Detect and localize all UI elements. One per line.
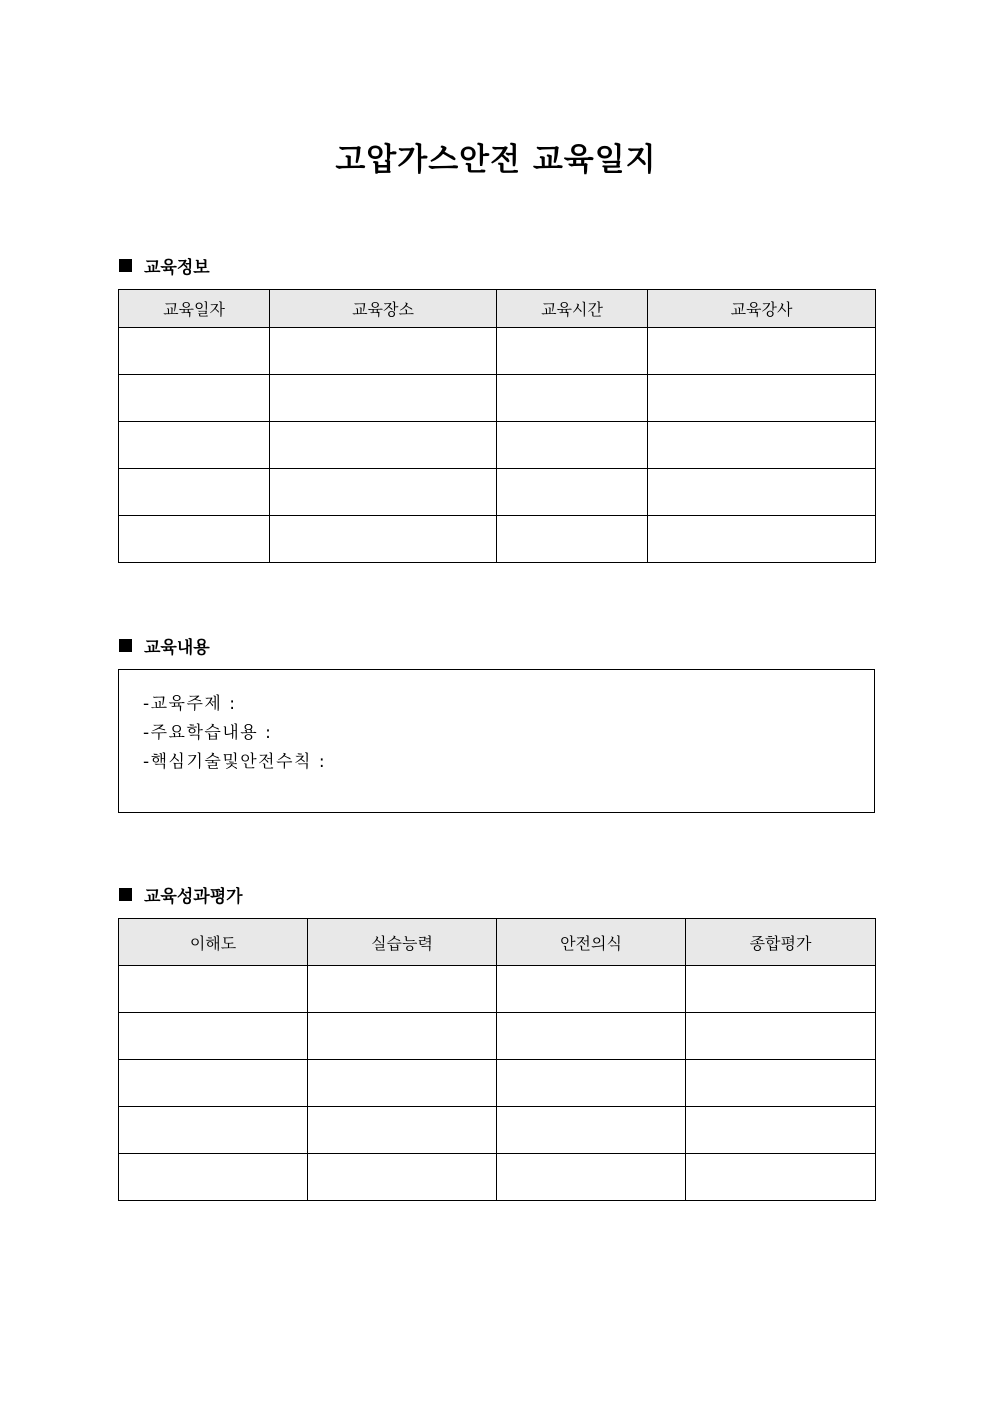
table-cell[interactable] [308,1013,497,1060]
square-bullet-icon [119,639,132,652]
section-heading-evaluation-label: 교육성과평가 [144,886,243,907]
table-cell[interactable] [270,469,497,516]
table-row [119,1060,876,1107]
square-bullet-icon [119,888,132,901]
table-cell[interactable] [119,516,270,563]
table-cell[interactable] [648,516,876,563]
column-header-overall: 종합평가 [686,919,876,966]
evaluation-table [118,918,876,1201]
section-heading-content-label: 교육내용 [144,637,210,658]
table-cell[interactable] [686,1060,876,1107]
column-header-understanding: 이해도 [119,919,308,966]
table-cell[interactable] [497,375,648,422]
table-row [119,966,876,1013]
table-row [119,469,876,516]
column-header-place: 교육장소 [270,290,497,328]
table-cell[interactable] [119,328,270,375]
table-cell[interactable] [497,516,648,563]
table-cell[interactable] [497,328,648,375]
table-row [119,1107,876,1154]
table-cell[interactable] [119,1060,308,1107]
table-row [119,375,876,422]
table-row [119,422,876,469]
table-cell[interactable] [497,1154,686,1201]
table-row [119,1013,876,1060]
table-cell[interactable] [648,375,876,422]
table-cell[interactable] [119,375,270,422]
table-cell[interactable] [497,1107,686,1154]
table-cell[interactable] [270,375,497,422]
table-cell[interactable] [497,1060,686,1107]
table-cell[interactable] [270,516,497,563]
column-header-practical-skill: 실습능력 [308,919,497,966]
table-cell[interactable] [119,469,270,516]
content-line-key-safety: -핵심기술및안전수칙 : [143,752,327,772]
table-header-row [119,290,876,328]
table-cell[interactable] [308,1060,497,1107]
table-header-row [119,919,876,966]
education-info-table [118,289,876,563]
column-header-date: 교육일자 [119,290,270,328]
section-heading-info [119,253,210,277]
table-cell[interactable] [497,469,648,516]
table-cell[interactable] [648,328,876,375]
column-header-time: 교육시간 [497,290,648,328]
square-bullet-icon [119,259,132,272]
content-line-topic: -교육주제 : [143,694,237,714]
table-cell[interactable] [308,1154,497,1201]
table-cell[interactable] [119,966,308,1013]
table-cell[interactable] [308,1107,497,1154]
section-heading-info-label: 교육정보 [144,257,210,278]
table-row [119,516,876,563]
table-cell[interactable] [686,1107,876,1154]
education-content-box[interactable] [118,669,875,813]
table-cell[interactable] [497,1013,686,1060]
table-row [119,328,876,375]
page-title: 고압가스안전 교육일지 [335,142,657,178]
table-cell[interactable] [648,469,876,516]
table-row [119,1154,876,1201]
content-lines [143,690,326,777]
table-cell[interactable] [270,328,497,375]
table-cell[interactable] [648,422,876,469]
section-heading-evaluation [119,882,243,906]
table-cell[interactable] [497,966,686,1013]
table-cell[interactable] [308,966,497,1013]
table-cell[interactable] [686,1013,876,1060]
table-cell[interactable] [119,1013,308,1060]
table-cell[interactable] [270,422,497,469]
table-cell[interactable] [119,1154,308,1201]
column-header-instructor: 교육강사 [648,290,876,328]
table-cell[interactable] [497,422,648,469]
column-header-safety-awareness: 안전의식 [497,919,686,966]
section-heading-content [119,633,210,657]
table-cell[interactable] [686,966,876,1013]
table-cell[interactable] [686,1154,876,1201]
table-cell[interactable] [119,1107,308,1154]
content-line-main-learning: -주요학습내용 : [143,723,273,743]
table-cell[interactable] [119,422,270,469]
